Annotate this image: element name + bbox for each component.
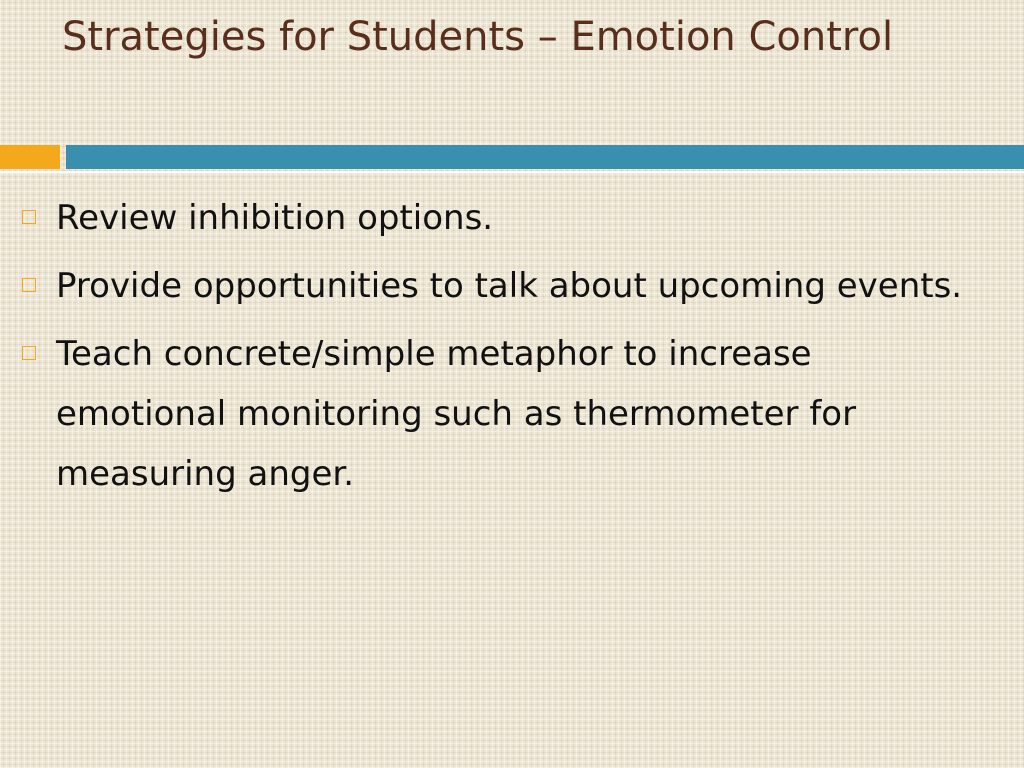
title-divider-accent — [0, 145, 60, 169]
bullet-text: Teach concrete/simple metaphor to increase emotional monitoring such as thermometer for measuring anger. — [56, 334, 857, 494]
slide-title: Strategies for Students – Emotion Control — [62, 14, 894, 60]
bullet-item — [20, 188, 980, 248]
title-divider-bar — [66, 145, 1024, 169]
hollow-square-icon — [22, 278, 36, 292]
bullet-list — [20, 188, 980, 512]
bullet-item — [20, 256, 980, 316]
title-divider-line — [0, 171, 1024, 173]
bullet-text: Review inhibition options. — [56, 198, 494, 238]
hollow-square-icon — [22, 346, 36, 360]
bullet-item — [20, 324, 980, 504]
bullet-text: Provide opportunities to talk about upcoming events. — [56, 266, 963, 306]
hollow-square-icon — [22, 210, 36, 224]
